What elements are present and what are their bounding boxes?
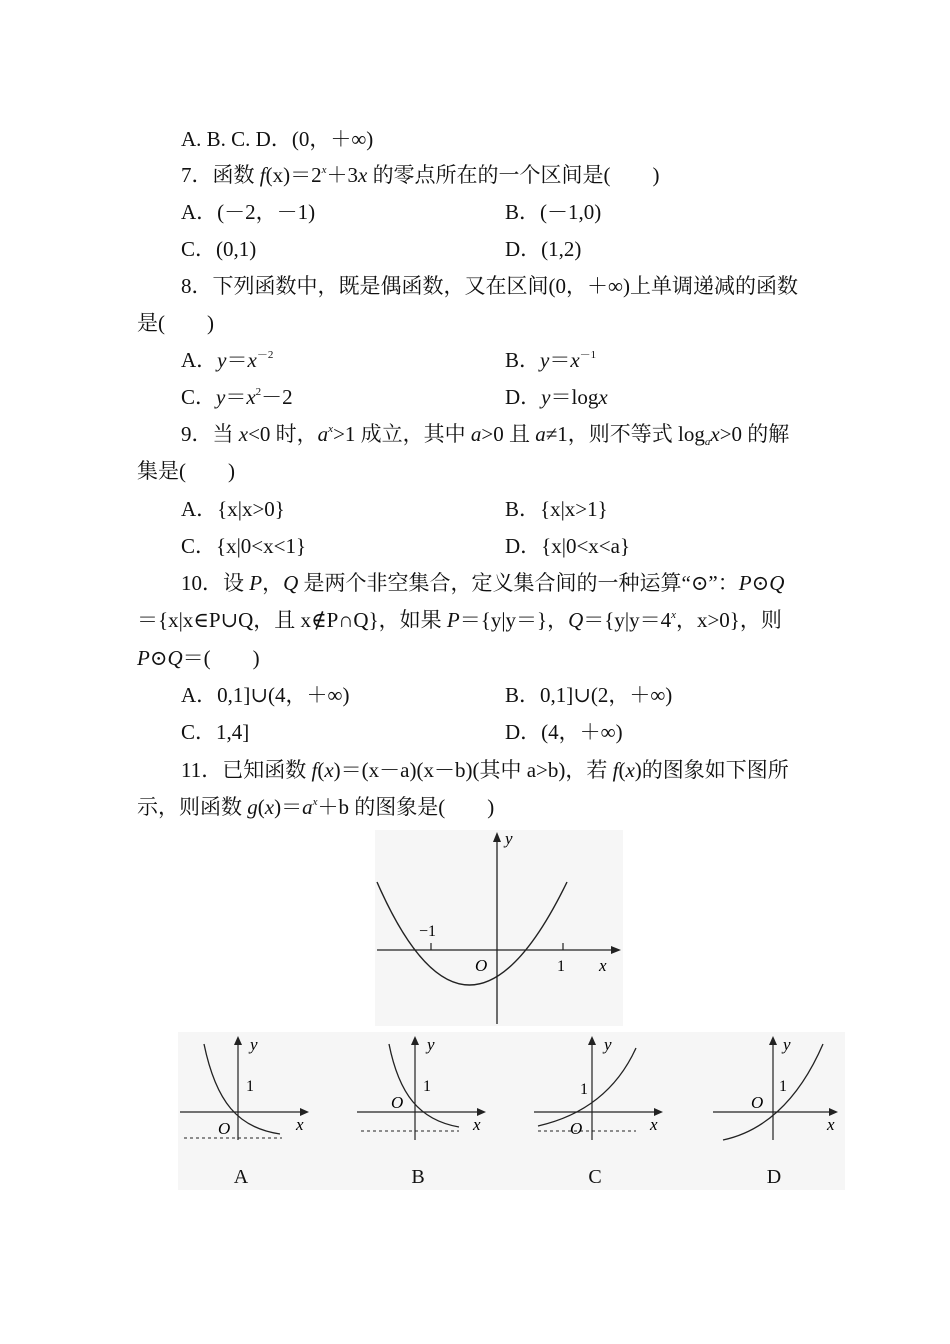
main-parabola-graph (375, 830, 623, 1026)
q7-option-b: B．(－1,0) (505, 200, 602, 224)
main-graph-svg (375, 830, 623, 1026)
graph-b (355, 1032, 505, 1142)
q10-option-a: A．0,1]∪(4，＋∞) (181, 683, 350, 707)
q7-stem: 7．函数 $f(x)=2^x+3x$ 的零点所在的一个区间是( ) (181, 163, 660, 187)
graph-d-y-arrow (769, 1036, 777, 1045)
graph-b-origin: O (391, 1093, 404, 1112)
x-label: x (599, 956, 607, 975)
q10-option-c: C．1,4] (181, 720, 250, 744)
q7-option-d: D．(1,2) (505, 237, 582, 261)
graph-a-y-label: y (250, 1035, 258, 1054)
q8-option-b: B．$y=x^{-1}$ (505, 348, 597, 372)
q10-stem-line3: P⊙Q＝( ) (137, 646, 260, 670)
graph-d-y-label: y (783, 1035, 791, 1054)
graph-d-one: 1 (779, 1078, 787, 1095)
q9-option-b: B．{x|x>1} (505, 497, 608, 521)
graph-b-y-label: y (427, 1035, 435, 1054)
graph-a (178, 1032, 328, 1142)
q9-option-a: A．{x|x>0} (181, 497, 285, 521)
graph-a-y-arrow (234, 1036, 242, 1045)
graph-c-origin: O (570, 1119, 583, 1138)
graph-a-x-label: x (296, 1115, 304, 1134)
q9-option-c: C．{x|0<x<1} (181, 534, 307, 558)
graph-c (532, 1032, 682, 1142)
q10-stem-line1: 10．设 P，Q 是两个非空集合，定义集合间的一种运算“⊙”：P⊙Q (181, 571, 785, 595)
choice-graphs-panel (178, 1032, 845, 1190)
tick-label-one: 1 (557, 958, 565, 975)
q8-stem-line2: 是( ) (137, 311, 214, 335)
graph-b-x-label: x (473, 1115, 481, 1134)
graph-c-caption: C (588, 1166, 602, 1188)
q8-stem-line1: 8．下列函数中，既是偶函数，又在区间(0，＋∞)上单调递减的函数 (181, 274, 798, 298)
y-label: y (505, 830, 513, 848)
graph-c-y-label: y (604, 1035, 612, 1054)
q10-stem-line2: ＝{x|x∈P∪Q，且 x∉P∩Q}，如果 P＝{y|y＝}，$Q=\{y|y=4^x$，x>0}，则 (137, 608, 782, 632)
q6-options: A. B. C. D．(0，＋∞) (181, 127, 374, 151)
graph-c-x-label: x (650, 1115, 658, 1134)
q8-option-c: C．$y=x^2-2$ (181, 385, 293, 409)
graph-background (375, 830, 623, 1026)
graph-d-caption: D (766, 1166, 782, 1188)
graph-b-one: 1 (423, 1078, 431, 1095)
q9-option-d: D．{x|0<x<a} (505, 534, 631, 558)
q9-stem-line2: 集是( ) (137, 459, 235, 483)
graph-a-origin: O (218, 1119, 231, 1138)
origin-label: O (475, 956, 488, 975)
q8-option-a: A．$y=x^{-2}$ (181, 348, 274, 372)
q7-option-c: C．(0,1) (181, 237, 257, 261)
graph-d-origin: O (751, 1093, 764, 1112)
q8-option-d: D．y＝logx (505, 385, 608, 409)
graph-d-x-label: x (827, 1115, 835, 1134)
graph-a-one: 1 (246, 1078, 254, 1095)
graph-b-y-arrow (411, 1036, 419, 1045)
q11-stem-line1: 11．已知函数 f(x)＝(x－a)(x－b)(其中 a>b)，若 f(x)的图象如下图所 (181, 758, 789, 782)
graph-c-one: 1 (580, 1081, 588, 1098)
q11-stem-line2: 示，则函数 $g(x)=a^x+b$ 的图象是( ) (137, 795, 495, 819)
graph-b-caption: B (411, 1166, 425, 1188)
tick-label-neg-one: −1 (419, 923, 437, 940)
q10-option-b: B．0,1]∪(2，＋∞) (505, 683, 673, 707)
graph-a-caption: A (233, 1166, 249, 1188)
q9-stem-line1: 9．当 x<0 时，$a^x>1$ 成立，其中 a>0 且 a≠1，则不等式 $\log_ax>0$ 的解 (181, 422, 790, 448)
q10-option-d: D．(4，＋∞) (505, 720, 623, 744)
q7-option-a: A．(－2，－1) (181, 200, 316, 224)
graph-a-curve (204, 1044, 280, 1134)
graph-c-y-arrow (588, 1036, 596, 1045)
graph-d (711, 1032, 845, 1142)
